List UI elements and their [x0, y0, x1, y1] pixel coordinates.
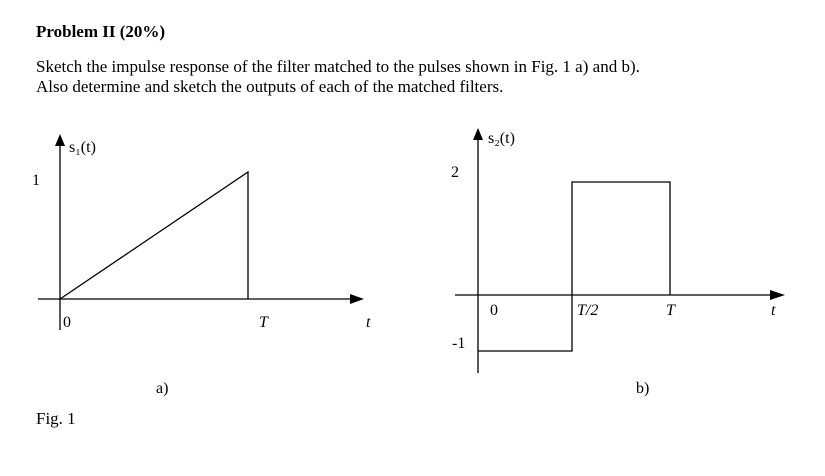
figure-b-signal-label: s₂(t): [488, 130, 515, 147]
figure-b-step-signal: [478, 182, 670, 351]
figure-a-caption: a): [156, 380, 169, 397]
figure-b-x-arrowhead: [770, 290, 785, 300]
figure-a-ramp-signal: [60, 172, 248, 299]
problem-statement-line-1: Sketch the impulse response of the filter matched to the pulses shown in Fig. 1 a) and b).: [36, 57, 640, 76]
figure-a-x-axis-label: t: [366, 314, 371, 331]
problem-statement-line-2: Also determine and sketch the outputs of each of the matched filters.: [36, 77, 504, 96]
figure-b-y-tick-minus-1: -1: [452, 335, 466, 352]
problem-heading: Problem II (20%): [36, 22, 166, 41]
figure-a: [32, 134, 371, 397]
figure-b: [451, 128, 785, 397]
figure-caption: Fig. 1: [36, 409, 76, 428]
figure-a-x-tick-T: T: [259, 314, 268, 331]
figure-b-origin-label: 0: [490, 302, 498, 319]
figure-b-y-arrowhead: [473, 128, 483, 140]
figure-a-origin-label: 0: [63, 314, 71, 331]
figure-b-y-tick-2: 2: [451, 164, 459, 181]
figure-b-x-tick-half-T: T/2: [577, 302, 599, 319]
figure-b-caption: b): [636, 380, 650, 397]
figure-a-signal-label: s₁(t): [69, 139, 96, 156]
figure-a-y-tick-1: 1: [32, 172, 40, 189]
figure-b-x-tick-T: T: [666, 302, 675, 319]
figure-a-x-arrowhead: [350, 294, 364, 304]
figure-b-x-axis-label: t: [771, 302, 776, 319]
figure-a-y-arrowhead: [55, 134, 65, 146]
